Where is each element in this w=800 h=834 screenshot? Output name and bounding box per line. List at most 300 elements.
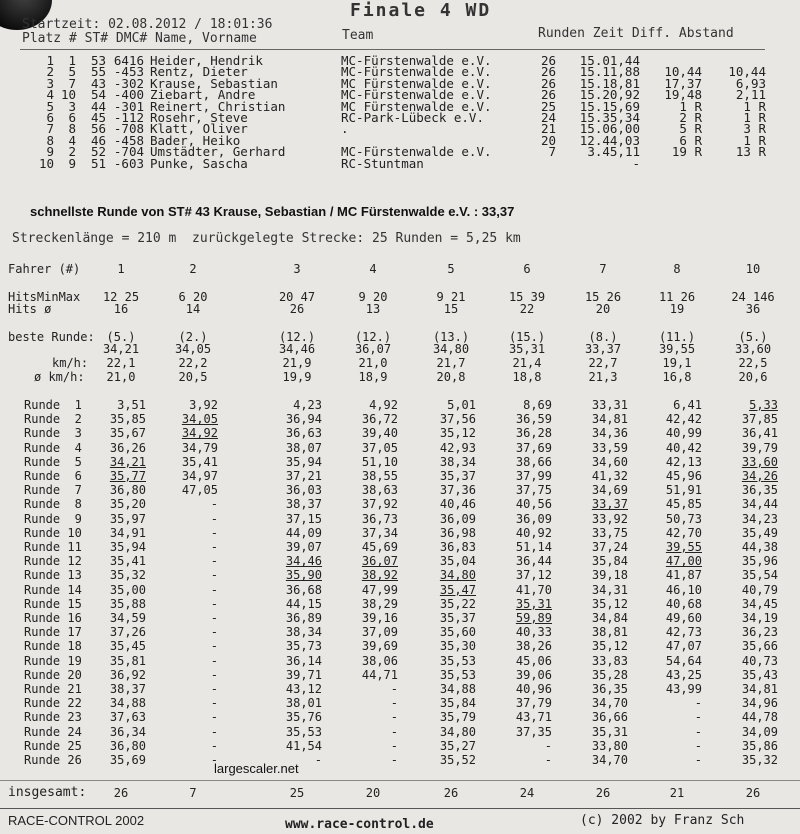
result-team: RC-Park-Lübeck e.V. [341,110,484,125]
lap-9-cell: 37,15 [285,511,322,526]
lap-24-cell: 34,09 [741,724,778,739]
lap-4-cell: 34,79 [181,440,218,455]
lap-14-cell: 40,79 [741,582,778,597]
result-name: Krause, Sebastian [150,75,278,91]
lap-2-cell: 37,85 [741,412,778,427]
lap-1-cell: 3,51 [117,398,146,412]
lap-6-label: Runde 6 [24,469,82,483]
lap-1-cell: 5,01 [447,398,476,412]
lap-18-cell: 35,45 [109,639,146,654]
lap-24-cell: - [694,724,702,739]
lap-21-label: Runde 21 [24,682,82,696]
best-lap-time-cell: 33,37 [584,342,622,356]
result-dmc: 6416 [113,53,144,68]
track-length-line: Streckenlänge = 210 m zurückgelegte Strecke: 25 Runden = 5,25 km [12,231,521,246]
lap-2-cell: 37,56 [439,412,476,427]
best-lap-number-cell: (12.) [278,330,316,344]
lap-12-cell: 35,96 [741,554,778,569]
lap-26-cell: - [544,753,552,767]
lap-12-cell: 35,04 [439,554,476,569]
footer-copyright: (c) 2002 by Franz Sch [580,813,745,828]
result-diff: 19 R [671,144,702,160]
kmh-cell: 22,7 [588,356,618,370]
lap-7-cell: 37,75 [515,483,552,498]
result-time: 15.20,92 [579,87,640,103]
kmh-cell: 21,4 [512,356,542,370]
footer-website: www.race-control.de [285,817,434,832]
driver-number-cell: 2 [189,262,197,276]
lap-26-label: Runde 26 [24,753,82,767]
lap-15-cell: 35,22 [439,596,476,611]
result-place: 6 [46,110,54,125]
best-lap-number-cell: (8.) [588,330,618,344]
lap-12-label: Runde 12 [24,554,82,569]
lap-16-cell: 36,89 [285,611,322,625]
lap-23-cell: 35,79 [439,710,476,725]
lap-9-cell: 34,23 [741,511,778,526]
lap-1-cell: 3,92 [189,398,218,412]
lap-5-cell: 34,21 [109,454,146,469]
lap-5-cell: 38,66 [515,454,552,469]
lap-11-cell: 39,55 [665,540,702,554]
page-title: Finale 4 WD [350,0,492,21]
best-lap-number-cell: (5.) [738,330,768,344]
result-diff: 17,37 [664,75,702,91]
lap-22-cell: 34,88 [109,696,146,711]
best-lap-number-cell: (13.) [432,330,470,344]
lap-20-label: Runde 20 [24,667,82,682]
result-dmc: -453 [113,64,144,80]
lap-12-cell: 34,46 [285,554,322,569]
lap-9-cell: - [210,511,218,526]
lap-21-cell: - [210,682,218,696]
lap-15-cell: 35,88 [109,596,146,611]
lap-10-cell: 36,98 [439,525,476,540]
result-gap: 1 R [743,110,766,125]
lap-7-cell: 36,03 [285,483,322,498]
lap-17-cell: - [210,625,218,640]
lap-2-cell: 34,81 [591,412,628,427]
kmh-cell: 22,1 [106,356,136,370]
total-laps-cell: 26 [443,786,459,800]
lap-11-label: Runde 11 [24,540,82,554]
lap-12-cell: 35,84 [591,554,628,569]
result-team: MC-Fürstenwalde e.V. [341,64,492,80]
result-laps: 21 [540,121,556,137]
best-lap-number-label: beste Runde: [8,330,95,344]
lap-17-cell: 42,73 [665,625,702,640]
avg-kmh-cell: 20,5 [178,370,208,384]
hits-avg-cell: 20 [595,302,611,316]
result-place: 3 [46,75,54,91]
result-diff: 10,44 [664,64,702,80]
lap-9-cell: 36,09 [439,511,476,526]
lap-19-cell: 35,81 [109,653,146,668]
lap-4-cell: 33,59 [591,440,628,455]
lap-18-cell: 35,30 [439,639,476,654]
lap-5-cell: 35,94 [285,454,322,469]
kmh-cell: 21,9 [282,356,312,370]
result-st: 10 [60,87,76,103]
total-laps-cell: 7 [189,786,197,800]
lap-2-cell: 36,59 [515,412,552,427]
result-laps: 26 [540,75,556,91]
hits-minmax-cell: 6 20 [178,290,208,304]
lap-2-cell: 36,94 [285,412,322,427]
driver-number-cell: 1 [117,262,125,276]
hits-minmax-cell: 24 146 [731,290,775,304]
result-st: 5 [68,64,76,80]
lap-25-cell: 41,54 [285,738,322,753]
lap-13-cell: 38,92 [361,568,398,583]
lap-25-cell: - [390,738,398,753]
lap-8-cell: 38,37 [285,497,322,512]
header-divider [20,49,765,50]
lap-19-cell: - [210,653,218,668]
lap-6-cell: 37,21 [285,469,322,483]
total-laps-cell: 26 [745,786,761,800]
lap-8-cell: 45,85 [665,497,702,512]
lap-6-cell: 37,99 [515,469,552,483]
lap-21-cell: 36,35 [591,682,628,696]
lap-1-cell: 6,41 [673,398,702,412]
result-time: - [632,155,640,171]
lap-3-cell: 35,12 [439,426,476,441]
lap-16-cell: 35,37 [439,611,476,625]
lap-10-cell: - [210,525,218,540]
result-place: 8 [46,132,54,148]
lap-1-cell: 4,92 [369,398,398,412]
lap-9-cell: 36,73 [361,511,398,526]
lap-18-cell: - [210,639,218,654]
best-lap-time-cell: 35,31 [508,342,546,356]
result-dmc: -301 [113,98,144,114]
result-st: 6 [68,110,76,125]
footer-left: RACE-CONTROL 2002 [8,813,145,828]
lap-19-cell: 38,06 [361,653,398,668]
lap-4-cell: 40,42 [665,440,702,455]
result-diff: 2 R [679,110,702,125]
kmh-cell: 19,1 [662,356,692,370]
lap-21-cell: 40,96 [515,682,552,696]
best-lap-time-cell: 34,80 [432,342,470,356]
lap-15-cell: 40,68 [665,596,702,611]
result-st: 8 [68,121,76,137]
lap-13-cell: 41,87 [665,568,702,583]
lap-8-cell: 33,37 [591,497,628,512]
lap-19-cell: 35,53 [439,653,476,668]
lap-18-cell: 47,07 [665,639,702,654]
lap-4-cell: 39,79 [741,440,778,455]
lap-10-cell: 37,34 [361,525,398,540]
kmh-cell: 22,5 [738,356,768,370]
rounds-header: Runden Zeit Diff. Abstand [538,26,734,41]
result-num: 45 [90,110,106,125]
result-laps: 26 [540,64,556,80]
lap-26-cell: 35,32 [741,753,778,767]
result-st: 7 [68,75,76,91]
lap-4-cell: 36,26 [109,440,146,455]
footer-divider [0,808,800,809]
lap-10-label: Runde 10 [24,525,82,540]
lap-20-cell: 35,43 [741,667,778,682]
result-dmc: -458 [113,132,144,148]
lap-18-cell: 39,69 [361,639,398,654]
result-gap: 6,93 [735,75,766,91]
hits-minmax-cell: 15 39 [508,290,546,304]
watermark: largescaler.net [214,761,299,776]
result-time: 3.45,11 [587,144,640,160]
lap-3-cell: 36,63 [285,426,322,441]
lap-20-cell: 39,71 [285,667,322,682]
best-lap-number-cell: (5.) [106,330,136,344]
lap-17-cell: 36,23 [741,625,778,640]
result-diff: 6 R [679,132,702,148]
lap-22-cell: 38,01 [285,696,322,711]
lap-1-label: Runde 1 [24,398,82,412]
lap-25-cell: 36,80 [109,738,146,753]
lap-23-cell: - [390,710,398,725]
lap-8-label: Runde 8 [24,497,82,512]
result-dmc: -400 [113,87,144,103]
lap-14-cell: 46,10 [665,582,702,597]
lap-20-cell: 35,28 [591,667,628,682]
lap-25-cell: 35,27 [439,738,476,753]
hits-minmax-cell: 15 26 [584,290,622,304]
hits-minmax-cell: 9 20 [358,290,388,304]
lap-18-cell: 38,26 [515,639,552,654]
lap-2-cell: 35,85 [109,412,146,427]
driver-number-cell: 3 [293,262,301,276]
lap-3-cell: 39,40 [361,426,398,441]
lap-3-cell: 34,36 [591,426,628,441]
driver-number-label: Fahrer (#) [8,262,81,276]
lap-15-cell: 34,45 [741,596,778,611]
lap-13-cell: 37,12 [515,568,552,583]
lap-13-cell: - [210,568,218,583]
kmh-cell: 22,2 [178,356,208,370]
lap-24-cell: - [390,724,398,739]
lap-8-cell: 35,20 [109,497,146,512]
lap-14-cell: 35,00 [109,582,146,597]
hits-minmax-cell: 11 26 [658,290,696,304]
lap-12-cell: 47,00 [665,554,702,569]
lap-5-cell: 33,60 [741,454,778,469]
lap-21-cell: - [390,682,398,696]
result-dmc: -112 [113,110,144,125]
lap-26-cell: 35,52 [439,753,476,767]
lap-14-cell: - [210,582,218,597]
lap-1-cell: 4,23 [293,398,322,412]
lap-6-cell: 41,32 [591,469,628,483]
hits-minmax-label: HitsMinMax [8,290,81,304]
lap-21-cell: 43,99 [665,682,702,696]
lap-12-cell: 35,41 [109,554,146,569]
hits-avg-cell: 13 [365,302,381,316]
total-laps-cell: 26 [595,786,611,800]
result-dmc: -708 [113,121,144,137]
lap-8-cell: 40,46 [439,497,476,512]
lap-11-cell: 45,69 [361,540,398,554]
lap-4-cell: 42,93 [439,440,476,455]
lap-14-cell: 36,68 [285,582,322,597]
result-name: Reinert, Christian [150,98,286,114]
lap-19-label: Runde 19 [24,653,82,668]
result-name: Bader, Heiko [150,132,241,148]
hits-avg-cell: 16 [113,302,129,316]
result-time: 15.35,34 [579,110,640,125]
lap-7-cell: 36,35 [741,483,778,498]
result-name: Rosehr, Steve [150,110,248,125]
result-place: 2 [46,64,54,80]
lap-16-cell: 49,60 [665,611,702,625]
result-laps: 26 [540,53,556,68]
lap-26-cell: - [390,753,398,767]
result-st: 4 [68,132,76,148]
lap-19-cell: 33,83 [591,653,628,668]
result-team: MC-Fürstenwalde e.V. [341,87,492,103]
lap-26-cell: - [694,753,702,767]
result-time: 15.11,88 [579,64,640,80]
lap-10-cell: 35,49 [741,525,778,540]
lap-24-cell: 37,35 [515,724,552,739]
lap-18-cell: 35,12 [591,639,628,654]
total-laps-cell: 20 [365,786,381,800]
lap-1-cell: 5,33 [749,398,778,412]
result-num: 52 [90,144,106,160]
lap-7-cell: 38,63 [361,483,398,498]
lap-1-cell: 8,69 [523,398,552,412]
result-team: . [341,121,349,137]
result-name: Ziebart, Andre [150,87,256,103]
lap-6-cell: 35,77 [109,469,146,483]
lap-25-cell: - [210,738,218,753]
result-name: Rentz, Dieter [150,64,248,80]
lap-13-cell: 35,54 [741,568,778,583]
result-laps: 20 [540,132,556,148]
lap-15-label: Runde 15 [24,596,82,611]
best-lap-number-cell: (2.) [178,330,208,344]
lap-7-cell: 51,91 [665,483,702,498]
lap-13-cell: 39,18 [591,568,628,583]
lap-22-cell: 34,96 [741,696,778,711]
lap-7-cell: 36,80 [109,483,146,498]
lap-9-cell: 35,97 [109,511,146,526]
result-gap: 1 R [743,98,766,114]
totals-divider [0,780,800,781]
lap-11-cell: 44,38 [741,540,778,554]
lap-4-cell: 38,07 [285,440,322,455]
lap-23-cell: - [210,710,218,725]
lap-17-cell: 38,81 [591,625,628,640]
lap-24-cell: 35,53 [285,724,322,739]
lap-22-cell: - [210,696,218,711]
lap-14-cell: 47,99 [361,582,398,597]
lap-8-cell: 40,56 [515,497,552,512]
lap-26-cell: - [210,753,218,767]
avg-kmh-cell: 18,8 [512,370,542,384]
best-lap-time-cell: 34,05 [174,342,212,356]
total-laps-cell: 26 [113,786,129,800]
lap-21-cell: 43,12 [285,682,322,696]
result-time: 15.01,44 [579,53,640,68]
hits-avg-label: Hits ø [8,302,52,316]
lap-20-cell: 44,71 [361,667,398,682]
lap-9-label: Runde 9 [24,511,82,526]
lap-14-cell: 35,47 [439,582,476,597]
lap-23-label: Runde 23 [24,710,82,725]
result-place: 1 [46,53,54,68]
hits-avg-cell: 14 [185,302,201,316]
avg-kmh-cell: 18,9 [358,370,388,384]
kmh-cell: 21,7 [436,356,466,370]
lap-24-cell: - [210,724,218,739]
lap-7-label: Runde 7 [24,483,82,498]
lap-8-cell: 34,44 [741,497,778,512]
lap-3-cell: 35,67 [109,426,146,441]
result-dmc: -603 [113,155,144,171]
lap-7-cell: 47,05 [181,483,218,498]
lap-11-cell: 35,94 [109,540,146,554]
hits-avg-cell: 22 [519,302,535,316]
lap-3-label: Runde 3 [24,426,82,441]
lap-20-cell: 43,25 [665,667,702,682]
lap-23-cell: 44,78 [741,710,778,725]
lap-2-label: Runde 2 [24,412,82,427]
avg-kmh-cell: 19,9 [282,370,312,384]
hits-minmax-cell: 9 21 [436,290,466,304]
lap-21-cell: 34,81 [741,682,778,696]
lap-23-cell: 37,63 [109,710,146,725]
lap-13-cell: 34,80 [439,568,476,583]
driver-number-cell: 5 [447,262,455,276]
result-team: MC Fürstenwalde e.V. [341,98,492,114]
lap-7-cell: 37,36 [439,483,476,498]
lap-9-cell: 33,92 [591,511,628,526]
best-lap-time-cell: 39,55 [658,342,696,356]
lap-15-cell: 38,29 [361,596,398,611]
driver-number-cell: 6 [523,262,531,276]
lap-14-label: Runde 14 [24,582,82,597]
lap-4-cell: 37,69 [515,440,552,455]
lap-15-cell: 35,31 [515,596,552,611]
lap-11-cell: 37,24 [591,540,628,554]
result-st: 3 [68,98,76,114]
lap-19-cell: 45,06 [515,653,552,668]
result-time: 15.18,81 [579,75,640,91]
result-laps: 25 [540,98,556,114]
avg-kmh-cell: 20,6 [738,370,768,384]
lap-25-cell: - [694,738,702,753]
lap-17-label: Runde 17 [24,625,82,640]
result-diff: 5 R [679,121,702,137]
result-gap: 10,44 [728,64,766,80]
lap-6-cell: 38,55 [361,469,398,483]
lap-20-cell: 35,53 [439,667,476,682]
result-diff: 19,48 [664,87,702,103]
driver-number-cell: 10 [745,262,761,276]
lap-17-cell: 38,34 [285,625,322,640]
lap-5-cell: 38,34 [439,454,476,469]
lap-16-cell: 39,16 [361,611,398,625]
lap-11-cell: 39,07 [285,540,322,554]
lap-16-cell: - [210,611,218,625]
lap-17-cell: 40,33 [515,625,552,640]
result-team: RC-Stuntman [341,155,424,171]
result-time: 12.44,03 [579,132,640,148]
lap-6-cell: 35,37 [439,469,476,483]
result-name: Klatt, Oliver [150,121,248,137]
